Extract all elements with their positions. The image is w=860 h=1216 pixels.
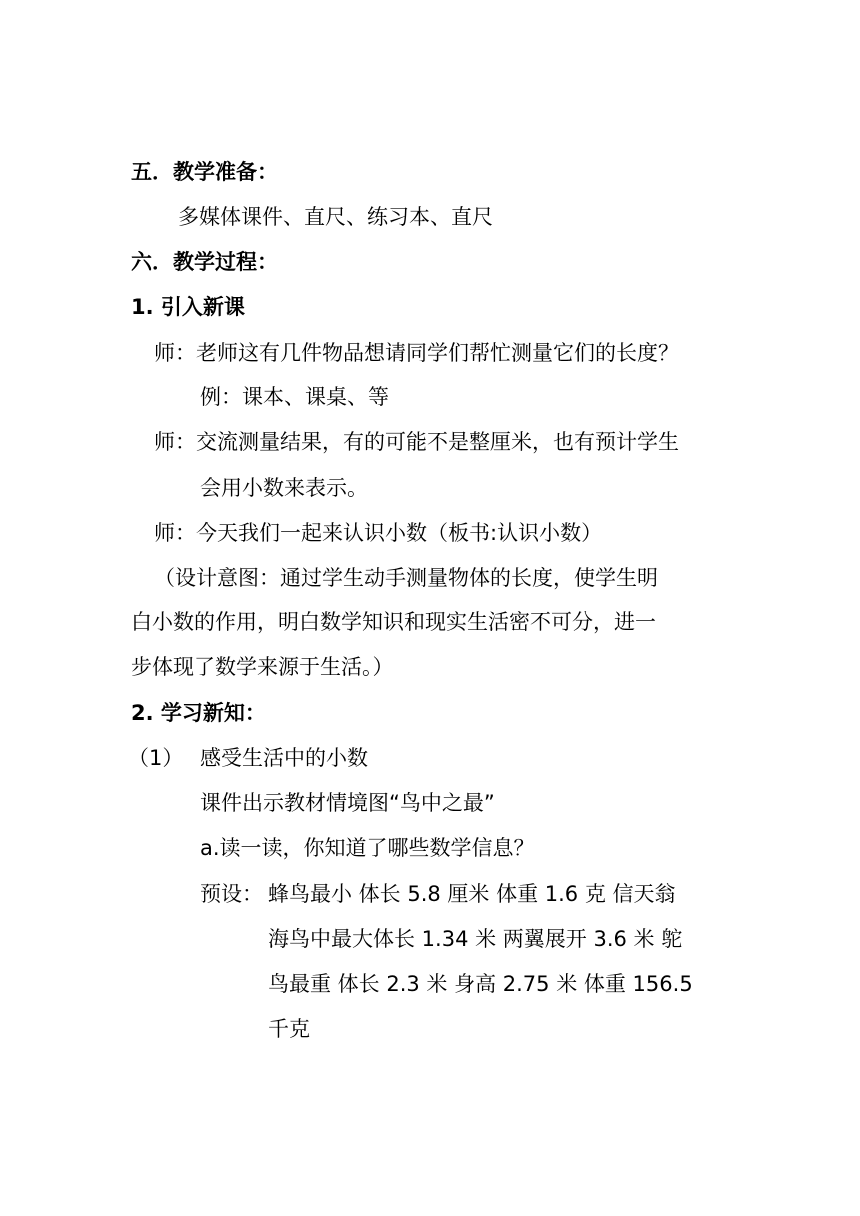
- design-intent-line1: （设计意图：通过学生动手测量物体的长度，使学生明: [154, 566, 658, 590]
- preset-label: 预设：: [200, 882, 263, 906]
- teacher-announce: 师：今天我们一起来认识小数（板书:认识小数）: [154, 521, 603, 545]
- part-heading-intro: 1. 引入新课: [131, 295, 245, 319]
- part-heading-new-knowledge: 2. 学习新知：: [131, 701, 266, 725]
- subsection-title: 感受生活中的小数: [200, 746, 368, 770]
- preset-line3: 鸟最重 体长 2.3 米 身高 2.75 米 体重 156.5: [268, 972, 693, 996]
- design-intent-line2: 白小数的作用，明白数学知识和现实生活密不可分，进一: [131, 610, 656, 634]
- teacher-exchange-line2: 会用小数来表示。: [200, 476, 368, 500]
- preset-line1: 蜂鸟最小 体长 5.8 厘米 体重 1.6 克 信天翁: [268, 882, 676, 906]
- section-heading-process: 六．教学过程：: [131, 250, 278, 274]
- courseware-note: 课件出示教材情境图“鸟中之最”: [200, 791, 495, 815]
- preset-line4: 千克: [268, 1017, 310, 1041]
- subsection-number: （1）: [128, 746, 184, 770]
- teacher-question-measure: 师：老师这有几件物品想请同学们帮忙测量它们的长度？: [154, 341, 679, 365]
- preparation-materials: 多媒体课件、直尺、练习本、直尺: [178, 205, 493, 229]
- question-a: a.读一读，你知道了哪些数学信息？: [200, 836, 535, 860]
- design-intent-line3: 步体现了数学来源于生活。）: [131, 655, 394, 679]
- teacher-exchange-line1: 师：交流测量结果，有的可能不是整厘米，也有预计学生: [154, 430, 679, 454]
- example-items: 例：课本、课桌、等: [200, 385, 389, 409]
- preset-line2: 海鸟中最大体长 1.34 米 两翼展开 3.6 米 鸵: [268, 927, 683, 951]
- section-heading-preparation: 五．教学准备：: [131, 160, 278, 184]
